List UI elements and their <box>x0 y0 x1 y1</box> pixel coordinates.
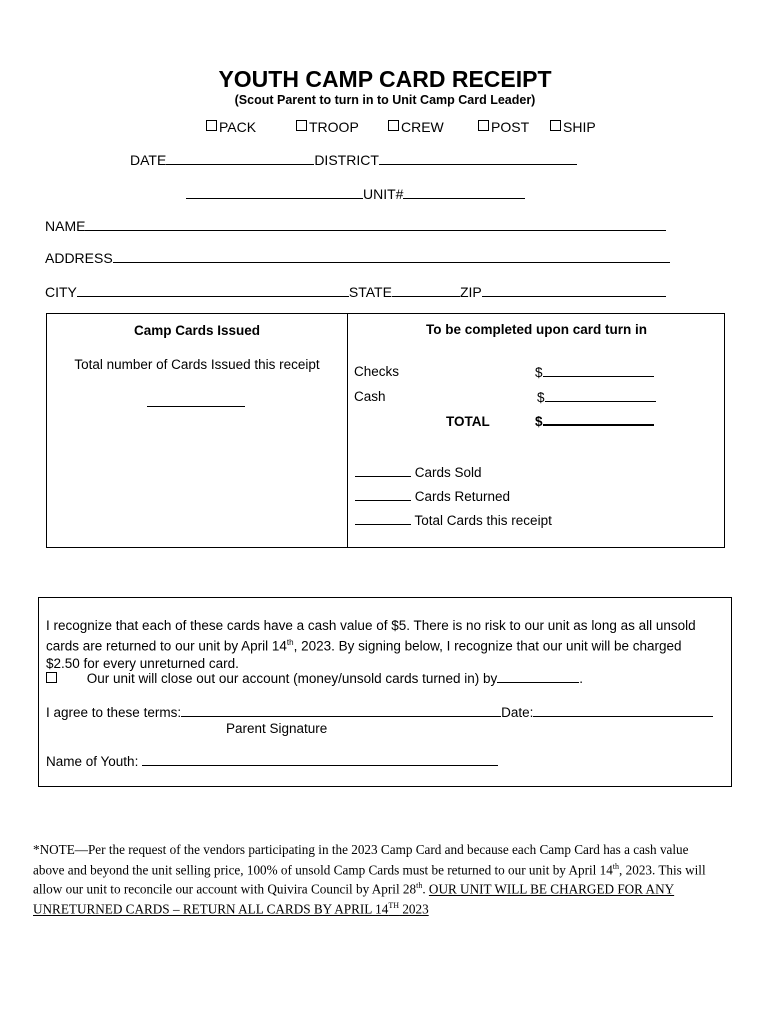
name-label: NAME <box>45 218 86 234</box>
cash-label: Cash <box>354 389 386 404</box>
total-amount-field[interactable] <box>543 423 654 426</box>
agree-row <box>46 705 713 720</box>
address-field[interactable] <box>113 261 670 263</box>
note-line-3b: . <box>422 881 429 897</box>
note-line-4b: 2023 <box>399 901 429 917</box>
unit-number-field[interactable] <box>403 197 525 199</box>
checkbox-post[interactable] <box>478 119 529 135</box>
note-sup-3: TH <box>388 901 400 911</box>
form-subtitle: (Scout Parent to turn in to Unit Camp Card Leader) <box>234 93 536 107</box>
cards-total-label: Total Cards this receipt <box>414 513 552 528</box>
close-out-date-field[interactable] <box>497 681 579 683</box>
close-out-checkbox-icon[interactable] <box>46 672 57 683</box>
city-state-zip-row <box>45 284 666 300</box>
agreement-line-2 <box>46 634 726 655</box>
agreement-line-2a: cards are returned to our unit by April 14 <box>46 638 287 654</box>
district-label: DISTRICT <box>314 152 379 168</box>
checkbox-icon <box>388 120 399 131</box>
cards-total-field[interactable] <box>355 523 411 525</box>
close-out-period: . <box>579 671 583 686</box>
cards-table <box>46 313 725 548</box>
checkbox-troop[interactable] <box>296 119 359 135</box>
post-label: POST <box>491 119 530 135</box>
note-line-4a: UNRETURNED CARDS – RETURN ALL CARDS BY APRIL 14 <box>33 901 389 917</box>
note-line-4 <box>33 898 743 918</box>
cash-amount-row <box>537 390 656 405</box>
cards-returned-label: Cards Returned <box>414 489 511 504</box>
troop-label: TROOP <box>309 119 359 135</box>
note-line-3a: allow our unit to reconcile our account with Quivira Council by April 28 <box>33 881 417 897</box>
checkbox-icon <box>550 120 561 131</box>
note-line-3 <box>33 878 743 898</box>
form-title: YOUTH CAMP CARD RECEIPT <box>218 66 552 92</box>
total-dollar: $ <box>535 414 543 429</box>
note-sup-1: th <box>612 861 620 871</box>
checkbox-icon <box>206 120 217 131</box>
issued-total-label: Total number of Cards Issued this receipt <box>74 357 320 372</box>
ship-label: SHIP <box>563 119 596 135</box>
agreement-sup: th <box>286 638 294 647</box>
district-field[interactable] <box>379 163 577 165</box>
cards-sold-field[interactable] <box>355 475 411 477</box>
state-label: STATE <box>348 284 392 300</box>
issued-heading: Camp Cards Issued <box>133 323 261 338</box>
checks-amount-row <box>535 365 654 380</box>
cards-sold-row <box>355 465 482 480</box>
crew-label: CREW <box>401 119 444 135</box>
agreement-line-2b: , 2023. By signing below, I recognize that our unit will be charged <box>293 638 682 654</box>
note-line-1: *NOTE—Per the request of the vendors participating in the 2023 Camp Card and because each Camp Card has a cash value <box>33 842 689 857</box>
cards-returned-row <box>355 489 510 504</box>
agreement-text <box>46 617 726 672</box>
address-row <box>45 250 670 266</box>
parent-signature-field[interactable] <box>181 715 501 717</box>
unit-row <box>186 186 525 202</box>
state-field[interactable] <box>392 295 460 297</box>
note-block <box>33 842 743 918</box>
date-field[interactable] <box>166 163 314 165</box>
parent-signature-label: Parent Signature <box>226 721 328 736</box>
youth-name-row <box>46 754 498 769</box>
cards-returned-field[interactable] <box>355 499 411 501</box>
address-label: ADDRESS <box>45 250 113 266</box>
note-line-3-underlined: OUR UNIT WILL BE CHARGED FOR ANY <box>428 881 675 897</box>
pack-label: PACK <box>219 119 257 135</box>
name-field[interactable] <box>85 229 666 231</box>
agreement-line-3: $2.50 for every unreturned card. <box>46 655 239 671</box>
cash-dollar: $ <box>537 390 545 405</box>
name-row <box>45 218 666 234</box>
issued-total-field[interactable] <box>147 406 245 407</box>
checkbox-crew[interactable] <box>388 119 444 135</box>
close-out-label: Our unit will close out our account (money/unsold cards turned in) by <box>86 671 498 686</box>
close-out-row <box>46 671 583 686</box>
cash-amount-field[interactable] <box>545 400 656 402</box>
unit-label: UNIT# <box>363 186 404 202</box>
city-field[interactable] <box>77 295 349 297</box>
date-label: DATE <box>130 152 167 168</box>
city-label: CITY <box>45 284 77 300</box>
zip-label: ZIP <box>459 284 482 300</box>
agree-date-field[interactable] <box>533 715 713 717</box>
checkbox-ship[interactable] <box>550 119 596 135</box>
zip-field[interactable] <box>482 295 666 297</box>
checks-dollar: $ <box>535 365 543 380</box>
turn-in-heading: To be completed upon card turn in <box>425 322 647 337</box>
checkbox-pack[interactable] <box>206 119 256 135</box>
date-district-row <box>130 152 577 168</box>
checks-label: Checks <box>354 364 400 379</box>
note-sup-2: th <box>416 881 423 891</box>
cards-total-row <box>355 513 552 528</box>
agreement-line-1: I recognize that each of these cards have a cash value of $5. There is no risk to our unit as long as all unsold <box>46 618 696 633</box>
youth-name-field[interactable] <box>142 764 498 766</box>
cards-sold-label: Cards Sold <box>414 465 482 480</box>
checks-amount-field[interactable] <box>543 375 654 377</box>
agreement-box <box>38 597 732 787</box>
agree-date-label: Date: <box>501 705 534 720</box>
checkbox-icon <box>296 120 307 131</box>
total-amount-row <box>535 414 654 429</box>
note-line-2a: above and beyond the unit selling price, 100% of unsold Camp Cards must be returned to our unit by April 14 <box>33 861 613 877</box>
table-divider <box>347 314 348 547</box>
agree-label: I agree to these terms: <box>46 705 182 720</box>
unit-name-field[interactable] <box>186 197 363 199</box>
checkbox-icon <box>478 120 489 131</box>
total-label: TOTAL <box>446 414 490 429</box>
youth-name-label: Name of Youth: <box>46 754 139 769</box>
note-line-2b: , 2023. This will <box>619 861 706 877</box>
note-line-2 <box>33 859 743 879</box>
